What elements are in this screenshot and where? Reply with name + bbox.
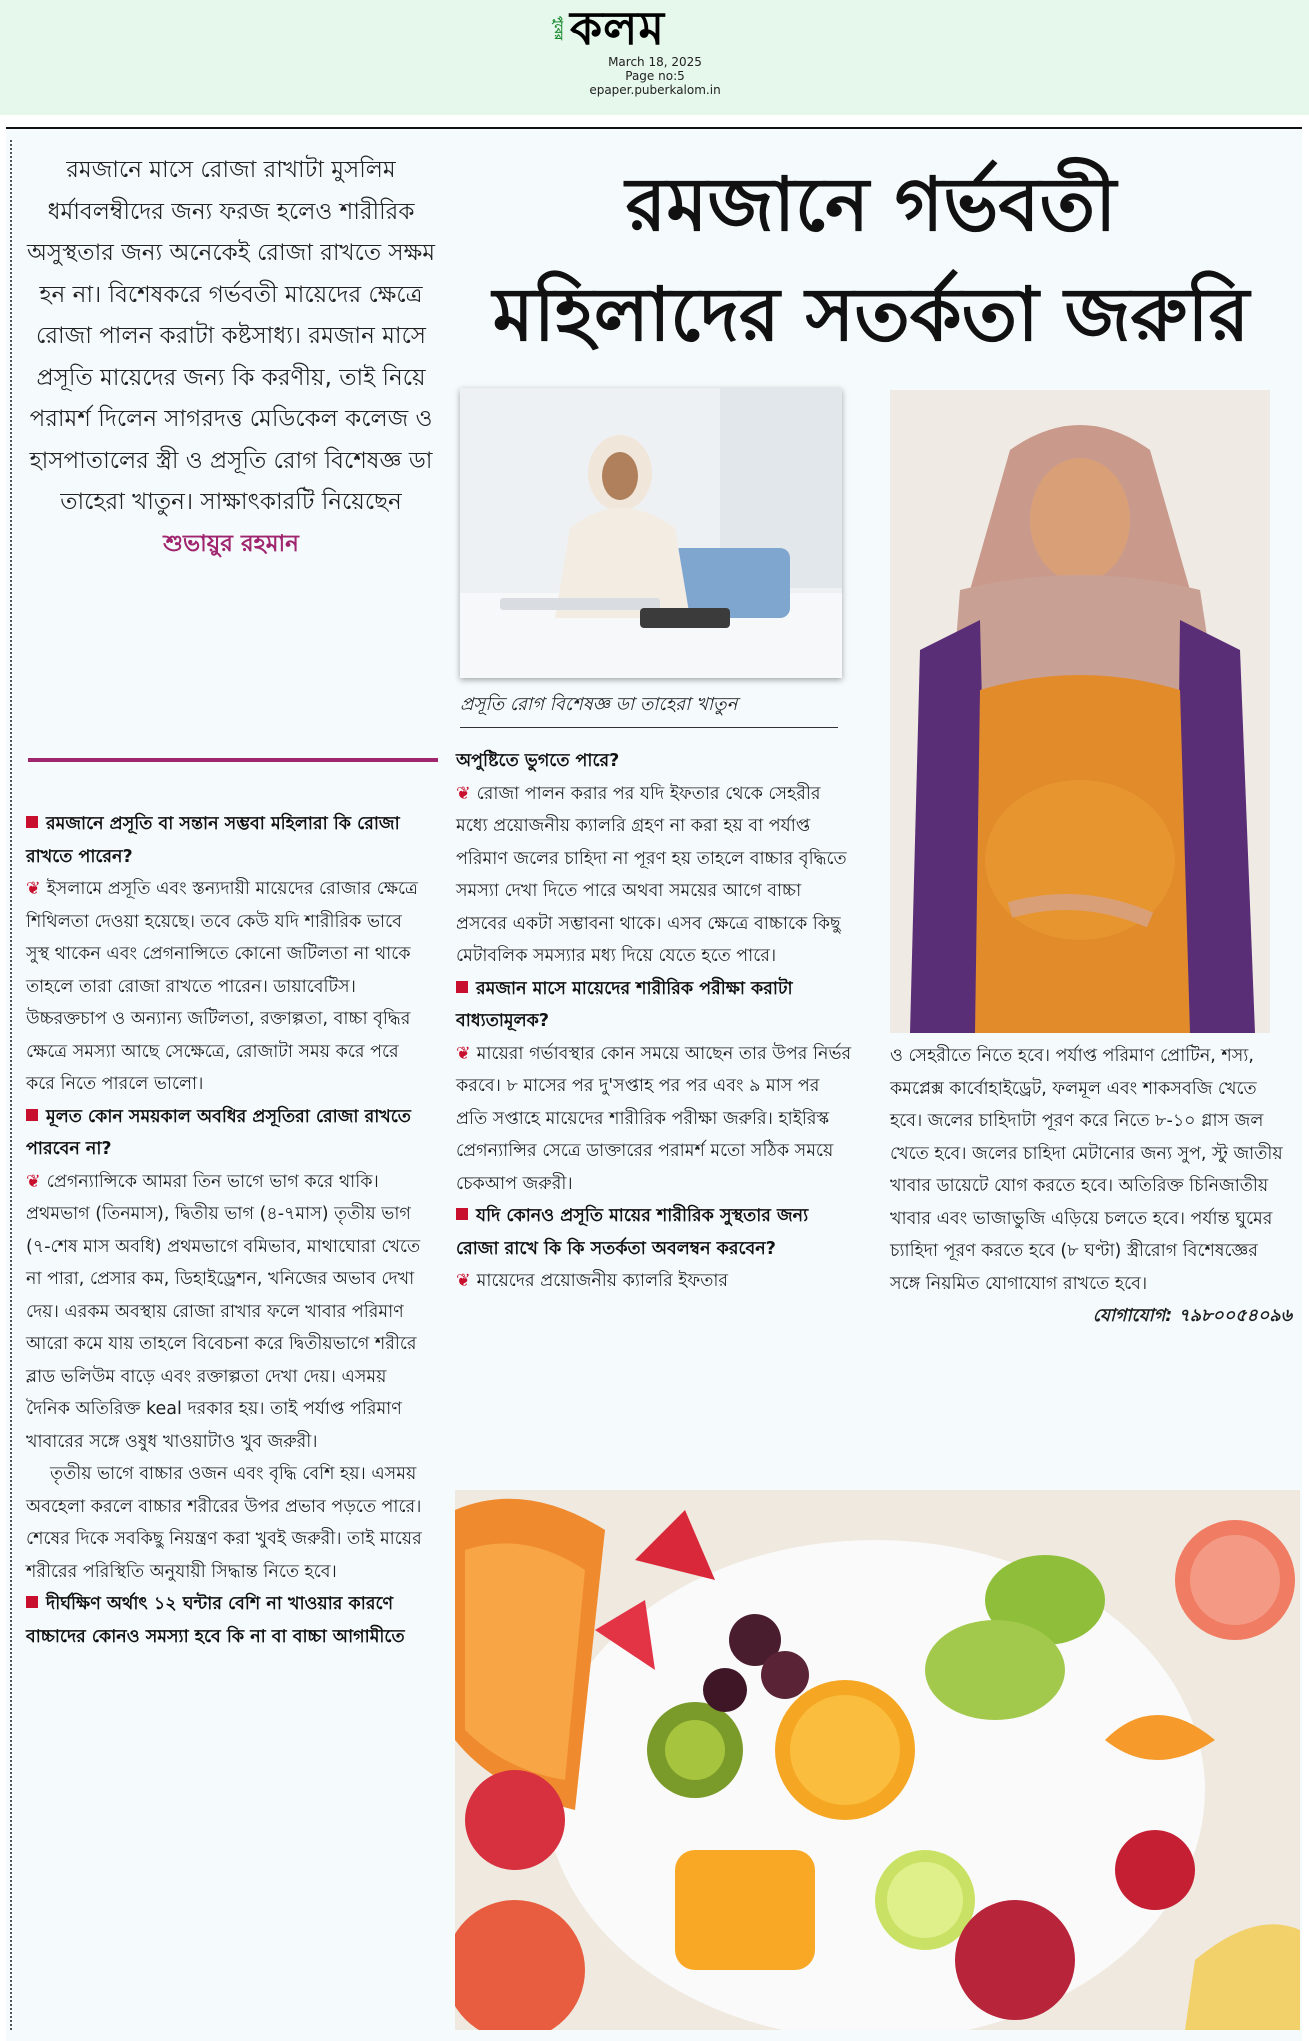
answer-1: ❦ ইসলামে প্রসূতি এবং স্তন্যদায়ী মায়েদের রোজার ক্ষেত্রে শিথিলতা দেওয়া হয়েছে। তবে কেউ যদি শারীরিক ভাবে সুস্থ থাকেন এবং প্রেগনান্সিতে কোনো জটিলতা না থাকে তাহলে তারা রোজা রাখতে পারেন। ডায়াবেটিস। উচ্চরক্তচাপ ও অন্যান্য জটিলতা, রক্তাল্পতা, বাচ্চা বৃদ্ধির ক্ষেত্রে সমস্যা আছে সেক্ষেত্রে, রোজাটা সময় করে পরে করে নিতে পারলে ভালো। [26,879,418,1094]
intro-text: রমজানে মাসে রোজা রাখাটা মুসলিম ধর্মাবলম্বীদের জন্য ফরজ হলেও শারীরিক অসুস্থতার জন্য অনেকেই রোজা রাখতে সক্ষম হন না। বিশেষকরে গর্ভবতী মায়েদের ক্ষেত্রে রোজা পালন করাটা কষ্টসাধ্য। রমজান মাসে প্রসূতি মায়েদের জন্য কি করণীয়, তাই নিয়ে পরামর্শ দিলেন সাগরদত্ত মেডিকেল কলেজ ও হাসপাতালের স্ত্রী ও প্রসূতি রোগ বিশেষজ্ঞ ডা তাহেরা খাতুন। সাক্ষাৎকারটি নিয়েছেন [26,157,436,515]
question-5: যদি কোনও প্রসূতি মায়ের শারীরিক সুস্থতার জন্য রোজা রাখে কি কি সতর্কতা অবলম্বন করবেন? [456,1206,809,1259]
leaf-icon: ❦ [26,1171,41,1192]
logo-small-text: পুবের [552,15,565,41]
caption-rule [460,727,838,728]
doctor-illustration [460,388,842,678]
leaf-icon: ❦ [26,879,41,899]
answer-5: ❦ মায়েদের প্রয়োজনীয় ক্যালরি ইফতার [456,1271,729,1291]
column-1 [26,808,428,1653]
column-3 [890,1040,1292,1333]
fruit-platter-illustration [455,1490,1300,2030]
question-3: দীর্ঘক্ষিণ অর্থাৎ ১২ ঘন্টার বেশি না খাওয়ার কারণে বাচ্চাদের কোনও সমস্যা হবে কি না বা বাচ্চা আগামীতে [26,1594,405,1647]
logo-main-text: কলম [570,1,666,55]
red-square-icon [26,1109,38,1121]
answer-3: ❦ রোজা পালন করার পর যদি ইফতার থেকে সেহরীর মধ্যে প্রয়োজনীয় ক্যালরি গ্রহণ না করা হয় বা পর্যাপ্ত পরিমাণ জলের চাহিদা না পূরণ হয় তাহলে বাচ্চার বৃদ্ধিতে সমস্যা দেখা দিতে পারে অথবা সময়ের আগে বাচ্চা প্রসবের একটা সম্ভাবনা থাকে। এসব ক্ষেত্রে বাচ্চাকে কিছু মেটাবলিক সমস্যার মধ্য দিয়ে যেতে হতে পারে। [456,783,847,966]
leaf-icon: ❦ [456,783,471,804]
masthead-site[interactable]: epaper.puberkalom.in [589,83,721,97]
question-3-continued: অপুষ্টিতে ভুগতে পারে? [456,751,620,771]
masthead-date: March 18, 2025 [608,55,702,69]
red-square-icon [456,1208,468,1220]
answer-5-continued: ও সেহরীতে নিতে হবে। পর্যাপ্ত পরিমাণ প্রোটিন, শস্য, কমপ্লেক্স কার্বোহাইড্রেট, ফলমূল এবং শাকসবজি খেতে হবে। জলের চাহিদাটা পূরণ করে নিতে ৮-১০ গ্লাস জল খেতে হবে। জলের চাহিদা মেটানোর জন্য সুপ, স্টু জাতীয় খাবার ডায়েটে যোগ করতে হবে। অতিরিক্ত চিনিজাতীয় খাবার এবং ভাজাভুজি এড়িয়ে চলতে হবে। পর্যান্ত ঘুমের চ্যাহিদা পূরণ করতে হবে (৮ ঘণ্টা) স্ত্রীরোগ বিশেষজ্ঞের সঙ্গে নিয়মিত যোগাযোগ রাখতে হবে। [890,1046,1283,1294]
intro-block [26,150,436,565]
question-2: মূলত কোন সময়কাল অবধির প্রসূতিরা রোজা রাখতে পারবেন না? [26,1106,411,1159]
headline-line2: মহিলাদের সতর্কতা জরুরি [492,272,1250,358]
question-4: রমজান মাসে মায়েদের শারীরিক পরীক্ষা করাটা বাধ্যতামূলক? [456,978,793,1031]
masthead [0,0,1309,115]
logo [548,1,758,55]
headline-line1: রমজানে গর্ভবতী [625,162,1117,248]
headline [440,150,1302,370]
doctor-photo [460,388,842,678]
answer-2b: তৃতীয় ভাগে বাচ্চার ওজন এবং বৃদ্ধি বেশি হয়। এসময় অবহেলা করলে বাচ্চার শরীরের উপর প্রভাব পড়তে পারে। শেষের দিকে সবকিছু নিয়ন্ত্রণ করা খুবই জরুরী। তাই মায়ের শরীরের পরিস্থিতি অনুযায়ী সিদ্ধান্ত নিতে হবে। [26,1464,422,1582]
masthead-page: Page no:5 [625,69,685,83]
answer-2: ❦ প্রেগন্যান্সিকে আমরা তিন ভাগে ভাগ করে থাকি। প্রথমভাগ (তিনমাস), দ্বিতীয় ভাগ (৪-৭মাস) তৃতীয় ভাগ (৭-শেষ মাস অবধি) প্রথমভাগে বমিভাব, মাথাঘোরা খেতে না পারা, প্রেসার কম, ডিহাইড্রেশন, খনিজের অভাব দেখা দেয়। এরকম অবস্থায় রোজা রাখার ফলে খাবার পরিমাণ আরো কমে যায় তাহলে বিবেচনা করে দ্বিতীয়ভাগে শরীরে ব্লাড ভলিউম বাড়ে এবং রক্তাল্পতা দেখা দেয়। এসময় দৈনিক অতিরিক্ত keal দরকার হয়। তাই পর্যাপ্ত পরিমাণ খাবারের সঙ্গে ওষুধ খাওয়াটাও খুব জরুরী। [26,1171,421,1452]
intro-divider [28,758,438,762]
red-square-icon [26,816,38,828]
red-square-icon [456,981,468,993]
answer-4: ❦ মায়েরা গর্ভাবস্থার কোন সময়ে আছেন তার উপর নির্ভর করবে। ৮ মাসের পর দু'সপ্তাহ পর পর এবং ৯ মাস পর প্রতি সপ্তাহে মায়েদের শারীরিক পরীক্ষা জরুরি। হাইরিস্ক প্রেগন্যান্সির সেত্রে ডাক্তারের পরামর্শ মতো সঠিক সময়ে চেকআপ জরুরী। [456,1043,852,1194]
leaf-icon: ❦ [456,1043,471,1064]
red-square-icon [26,1596,38,1608]
contact-line: যোগাযোগ: ৭৯৮০০৫৪০৯৬ [1092,1306,1292,1326]
leaf-icon: ❦ [456,1271,471,1291]
author-name: শুভায়ুর রহমান [163,530,299,557]
pregnant-woman-illustration [890,390,1270,1033]
fruit-platter-photo [455,1490,1300,2030]
column-2 [456,745,856,1298]
question-1: রমজানে প্রসূতি বা সন্তান সম্ভবা মহিলারা কি রোজা রাখতে পারেন? [26,814,400,867]
left-dotted-border [10,140,12,2030]
doctor-caption: প্রসূতি রোগ বিশেষজ্ঞ ডা তাহেরা খাতুন [460,694,738,715]
pregnant-woman-photo [890,390,1270,1033]
